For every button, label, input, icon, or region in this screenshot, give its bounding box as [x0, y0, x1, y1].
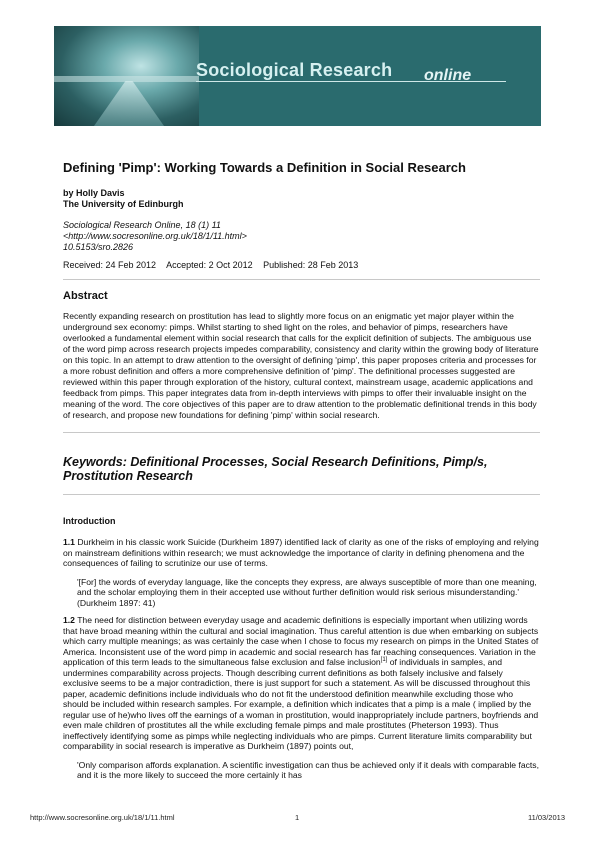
keywords: Keywords: Definitional Processes, Social Research Definitions, Pimp/s, Prostitution Research — [63, 455, 488, 483]
paragraph-text: Durkheim in his classic work Suicide (Durkheim 1897) identified lack of clarity as one of the risks of employing and relying on mainstream definitions within research; we must acknowledge the importance of clarity in defining phenomena and the consequences of failing to scrutinize our use of terms. — [63, 537, 539, 568]
banner-pier — [94, 81, 164, 126]
quote-comparison: 'Only comparison affords explanation. A scientific investigation can thus be achieved only if it deals with comparable facts, and it is the more likely to succeed the more certainly it has — [77, 759, 539, 780]
published-date: Published: 28 Feb 2013 — [263, 260, 359, 270]
quote-durkheim: '[For] the words of everyday language, like the concepts they express, are always susceptible of more than one meaning, and the scholar employing them in their accepted use without further definition would risk serious misunderstanding.' (Durkheim 1897: 41) — [77, 576, 537, 608]
abstract-heading: Abstract — [63, 290, 108, 302]
journal-subtitle: online — [424, 67, 472, 84]
divider — [63, 279, 540, 280]
paragraph-number: 1.1 — [63, 537, 75, 547]
author: by Holly Davis — [63, 188, 125, 198]
paragraph-1-2 — [63, 615, 540, 752]
introduction-heading: Introduction — [63, 516, 116, 526]
paragraph-1-1 — [63, 537, 540, 569]
affiliation: The University of Edinburgh — [63, 199, 184, 209]
paragraph-text: The need for distinction between everyday usage and academic definitions is especially important when utilizing words that have broad meaning within the cultural and social imagination. Thus careful attention is due when embarking on subjects which carry multiple meanings; as was certainly the case when I chose to focus my research on pimps in the United States of America. Inconsistent use of the word pimp in academic and social research has far reaching consequences. Variation in the application of this term leads to the simultaneous false exclusion and false inclusion — [63, 615, 539, 667]
accepted-date: Accepted: 2 Oct 2012 — [166, 260, 253, 270]
article-url[interactable]: <http://www.socresonline.org.uk/18/1/11.html> — [63, 231, 247, 241]
page-number: 1 — [295, 813, 300, 822]
banner-photo — [54, 26, 199, 126]
footer-date: 11/03/2013 — [528, 813, 565, 822]
divider — [63, 432, 540, 433]
article-title: Defining 'Pimp': Working Towards a Definition in Social Research — [63, 160, 466, 175]
journal-title: Sociological Research — [196, 60, 393, 80]
journal-banner — [54, 26, 541, 126]
paragraph-text-cont: of individuals in samples, and undermines comparability across projects. Though describing current definitions as both falsely inclusive and falsely exclusive seems to be a major contradiction, there is just support for such a statement. As will be discussed throughout this paper, academic definitions include individuals who do not fit the understood definition meanwhile excluding those who should be included within research samples. For example, a definition which indicates that a pimp is a male ( implied by the regular use of he)who lives off the earnings of a woman in prostitution, would inappropriately include partners, boyfriends and even male children of prostitutes all the while excluding female pimps and male prostitutes (Pheterson 1993). Thus ineffectively identifying some as pimps while neglecting individuals who are pimps. Current literature limits comparability but comparability in social research is imperative as Durkheim (1897) points out, — [63, 657, 539, 751]
footnote-ref[interactable]: [1] — [380, 657, 388, 664]
doi: 10.5153/sro.2826 — [63, 242, 134, 252]
abstract-text: Recently expanding research on prostitution has lead to slightly more focus on an enigmatic yet major player within the underground sex economy: pimps. Whilst starting to shed light on the roles, and behavior of pimps, researchers have overlooked a fundamental element within social research that calls for the explicit definition of subjects. The ambiguous use of the word pimp across research projects impedes comparability, consistency and clarity within the growing body of literature on this topic. In an attempt to draw attention to the oversight of defining 'pimp', this paper proposes criteria and processes for a more robust definition and offers a more comprehensive definition of 'pimp'. The definitional processes suggested are reviewed within this paper through exploration of the history, cultural context, mainstream usage, academic applications and feedback from pimps. This paper integrates data from in-depth interviews with pimps to offer their invaluable insight on the meaning of the word. The core objectives of this paper are to draw attention to the problematic definitional trends in this body of research, and propose new foundations for defining 'pimp' within social research. — [63, 311, 539, 420]
divider — [63, 494, 540, 495]
publication-dates — [63, 260, 540, 271]
received-date: Received: 24 Feb 2012 — [63, 260, 157, 270]
citation: Sociological Research Online, 18 (1) 11 — [63, 220, 221, 230]
footer-url: http://www.socresonline.org.uk/18/1/11.html — [30, 813, 175, 822]
paragraph-number: 1.2 — [63, 615, 75, 625]
article-content — [63, 160, 540, 788]
